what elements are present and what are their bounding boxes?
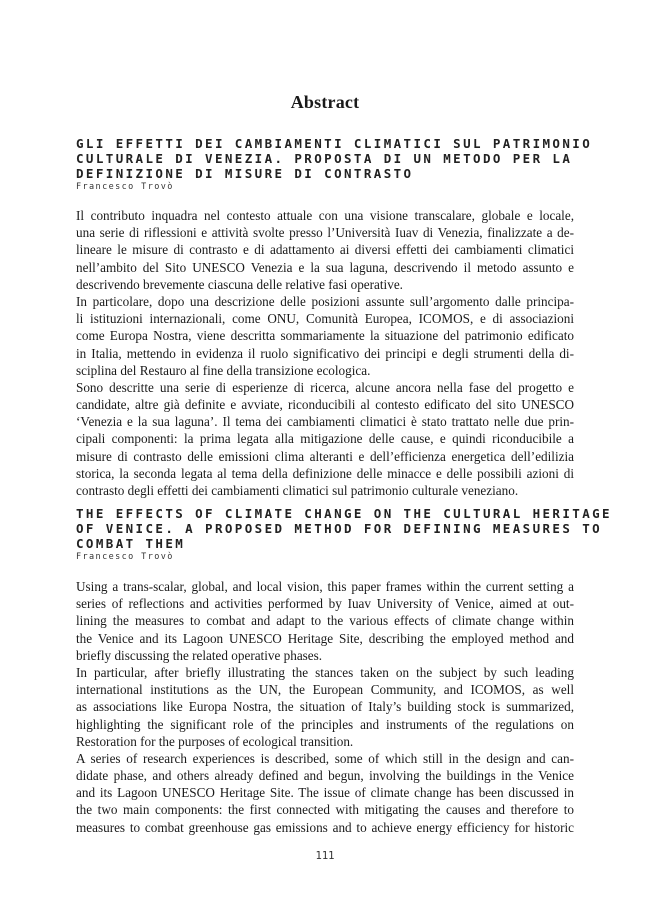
english-title-line: COMBAT THEM [76,536,186,551]
english-title-line: OF VENICE. A PROPOSED METHOD FOR DEFINING MEASURES TO [76,521,603,536]
text-line: come Europa Nostra, viene descritta sommariamente la situazione del patrimonio edificato [76,328,574,344]
text-line: in Italia, mettendo in evidenza il ruolo significativo dei principi e degli strumenti della di- [76,345,574,361]
text-line: lining the measures to combat and adapt to the various effects of climate change within [76,613,574,629]
text-line: A series of research experiences is described, some of which still in the design and can- [76,750,574,766]
text-line: as associations like Europa Nostra, the situation of Italy’s building stock is summarized, [76,699,574,715]
text-line: didate phase, and others already defined and begun, involving the buildings in the Venice [76,768,574,784]
text-line: Using a trans-scalar, global, and local vision, this paper frames within the current setting a [76,579,574,594]
english-author: Francesco Trovò [76,552,174,562]
text-line: the Venice and its Lagoon UNESCO Heritage Site, describing the employed method and [76,630,574,646]
text-line: In particolare, dopo una descrizione delle posizioni assunte sull’argomento dalle principa- [76,293,574,309]
english-title [76,506,612,551]
text-line: series of reflections and activities performed by Iuav University of Venice, aimed at out- [76,596,574,612]
text-line: li istituzioni internazionali, come ONU, Comunità Europea, ICOMOS, e di associazioni [76,311,574,327]
text-line: highlighting the significant role of the principles and instruments of the regulations on [76,716,574,732]
italian-title-line: DEFINIZIONE DI MISURE DI CONTRASTO [76,166,414,181]
text-line: briefly discussing the related operative phases. [76,647,323,663]
text-line: Il contributo inquadra nel contesto attuale con una visione transcalare, globale e locale, [76,208,574,223]
text-line: sciplina del Restauro al fine della transizione ecologica. [76,362,371,378]
text-line: Sono descritte una serie di esperienze di ricerca, alcune ancora nella fase del progetto e [76,379,574,395]
text-line: and its Lagoon UNESCO Heritage Site. The issue of climate change has been discussed in [76,785,574,801]
text-line: descrivendo brevemente ciascuna delle relative fasi operative. [76,276,403,292]
italian-author: Francesco Trovò [76,182,174,192]
italian-section-header [76,136,593,192]
text-line: lineare le misure di contrasto e di adattamento ai diversi effetti dei cambiamenti climatici [76,242,574,258]
text-line: measures to combat greenhouse gas emissions and to achieve energy efficiency for historic [76,819,574,835]
english-section-header [76,506,612,562]
document-page [76,0,612,917]
text-line: ‘Venezia e la sua laguna’. Il tema dei cambiamenti climatici è stato trattato nelle due prin- [76,414,574,430]
text-line: misure di contrasto delle emissioni clima alteranti e dell’efficienza energetica dell’edilizia [76,448,574,464]
english-abstract-body [76,578,574,836]
italian-title-line: GLI EFFETTI DEI CAMBIAMENTI CLIMATICI SUL PATRIMONIO [76,136,593,151]
text-line: storica, la seconda legata al tema della definizione delle minacce e delle possibili azioni di [76,465,574,481]
text-line: nell’ambito del Sito UNESCO Venezia e la sua laguna, descrivendo il metodo assunto e [76,259,574,275]
text-line: una serie di riflessioni e attività svolte presso l’Università Iuav di Venezia, finalizzate a de- [76,225,574,241]
italian-title [76,136,593,181]
text-line: In particular, after briefly illustrating the stances taken on the subject by such leading [76,664,574,680]
italian-abstract-body [76,207,574,499]
text-line: candidate, altre già definite e avviate, riconducibili al contesto edificato del sito UNESCO [76,397,574,413]
italian-title-line: CULTURALE DI VENEZIA. PROPOSTA DI UN METODO PER LA [76,151,573,166]
page-number: 111 [315,850,335,862]
text-line: cipali componenti: la prima legata alla mitigazione delle cause, e quindi riconducibile a [76,431,574,447]
text-line: Restoration for the purposes of ecological transition. [76,733,354,749]
english-title-line: THE EFFECTS OF CLIMATE CHANGE ON THE CULTURAL HERITAGE [76,506,612,521]
abstract-heading: Abstract [290,92,360,112]
text-line: international institutions as the UN, the European Community, and ICOMOS, as well [76,682,574,698]
text-line: the two main components: the first connected with mitigating the causes and therefore to [76,802,574,818]
text-line: contrasto degli effetti dei cambiamenti climatici sul patrimonio culturale veneziano. [76,483,519,498]
